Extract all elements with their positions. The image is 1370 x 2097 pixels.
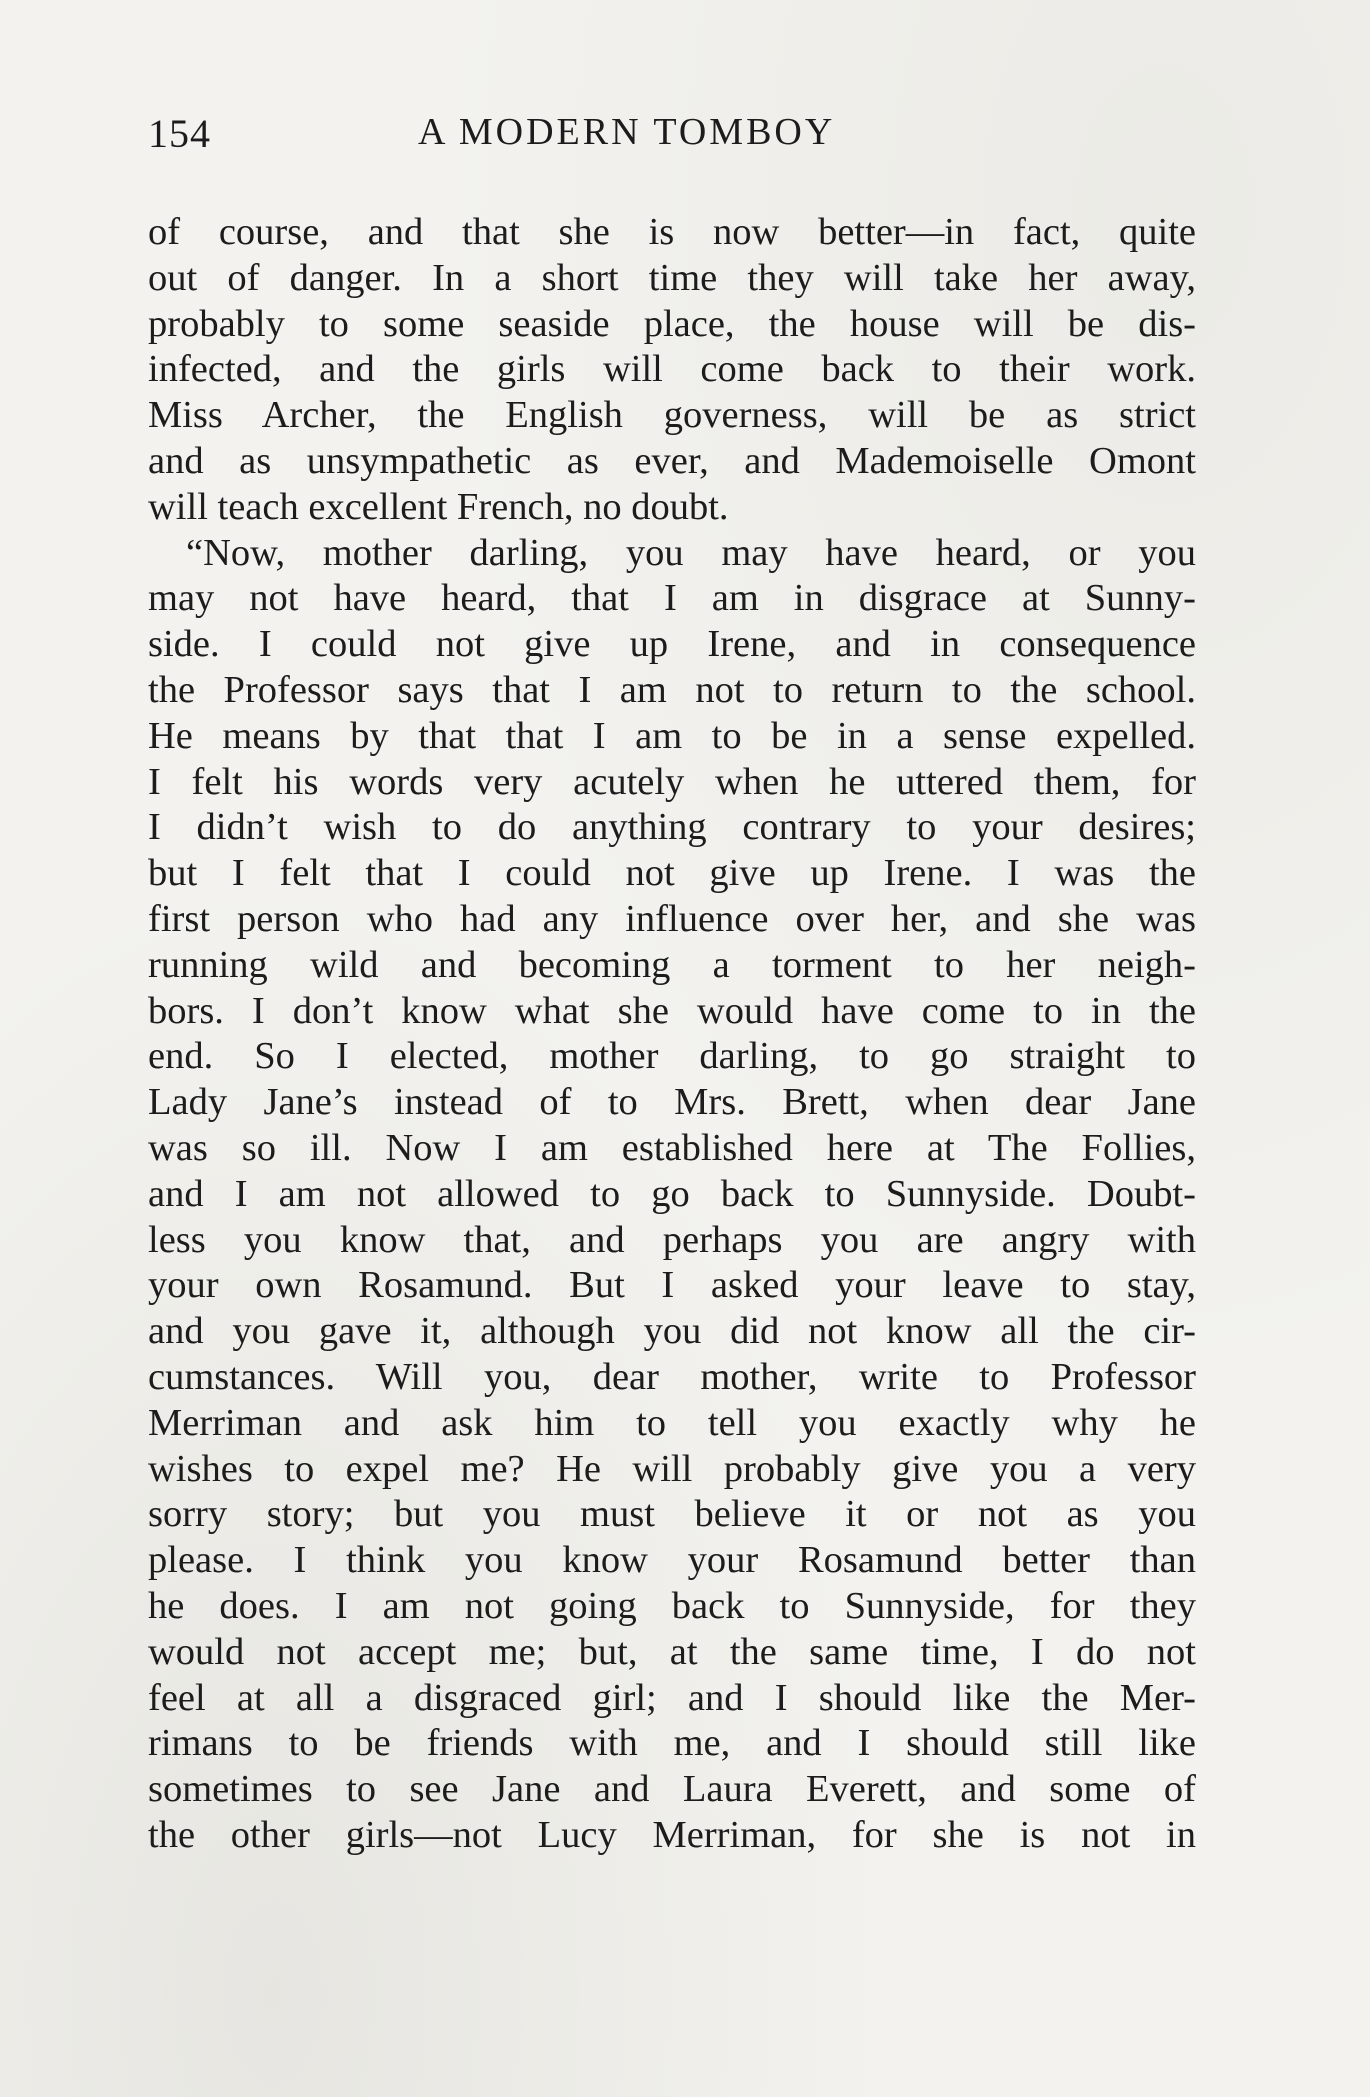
- text-line: wishes to expel me? He will probably give you a very: [148, 1447, 1196, 1490]
- text-line: Lady Jane’s instead of to Mrs. Brett, when dear Jane: [148, 1081, 1196, 1124]
- text-line: probably to some seaside place, the house will be dis-: [148, 302, 1196, 345]
- text-line: running wild and becoming a torment to her neigh-: [148, 943, 1196, 986]
- text-line: may not have heard, that I am in disgrace at Sunny-: [148, 577, 1196, 620]
- text-line: sometimes to see Jane and Laura Everett, and some of: [148, 1768, 1196, 1811]
- page-number: 154: [148, 111, 211, 156]
- text-line: but I felt that I could not give up Irene. I was the: [148, 852, 1196, 895]
- text-line: Miss Archer, the English governess, will be as strict: [148, 394, 1196, 437]
- text-line: I felt his words very acutely when he uttered them, for: [148, 760, 1196, 803]
- text-line: would not accept me; but, at the same time, I do not: [148, 1630, 1196, 1673]
- text-line: and you gave it, although you did not know all the cir-: [148, 1310, 1196, 1353]
- text-line: out of danger. In a short time they will take her away,: [148, 256, 1196, 299]
- text-line: infected, and the girls will come back to their work.: [148, 348, 1196, 391]
- text-line: feel at all a disgraced girl; and I should like the Mer-: [148, 1676, 1196, 1719]
- text-line: rimans to be friends with me, and I should still like: [148, 1722, 1196, 1765]
- body-text: [148, 210, 1196, 1859]
- text-line: and as unsympathetic as ever, and Mademoiselle Omont: [148, 439, 1196, 482]
- text-line: of course, and that she is now better—in fact, quite: [148, 211, 1196, 253]
- text-line: “Now, mother darling, you may have heard, or you: [186, 531, 1196, 574]
- text-line: side. I could not give up Irene, and in consequence: [148, 623, 1196, 666]
- text-line: and I am not allowed to go back to Sunnyside. Doubt-: [148, 1172, 1196, 1215]
- text-line: he does. I am not going back to Sunnyside, for they: [148, 1584, 1196, 1627]
- text-line: cumstances. Will you, dear mother, write to Professor: [148, 1355, 1196, 1398]
- text-line: first person who had any influence over her, and she was: [148, 897, 1196, 940]
- text-line: He means by that that I am to be in a sense expelled.: [148, 714, 1196, 757]
- text-line: will teach excellent French, no doubt.: [148, 485, 729, 528]
- text-line: Merriman and ask him to tell you exactly why he: [148, 1401, 1196, 1444]
- text-line: less you know that, and perhaps you are angry with: [148, 1218, 1196, 1261]
- text-line: end. So I elected, mother darling, to go straight to: [148, 1035, 1196, 1078]
- text-line: please. I think you know your Rosamund better than: [148, 1539, 1196, 1582]
- text-line: the other girls—not Lucy Merriman, for she is not in: [148, 1813, 1196, 1856]
- text-line: bors. I don’t know what she would have come to in the: [148, 989, 1196, 1032]
- text-line: sorry story; but you must believe it or not as you: [148, 1493, 1196, 1536]
- text-line: was so ill. Now I am established here at The Follies,: [148, 1126, 1196, 1169]
- text-line: I didn’t wish to do anything contrary to your desires;: [148, 806, 1196, 849]
- book-title: A MODERN TOMBOY: [418, 111, 836, 153]
- running-head: [148, 110, 1198, 170]
- text-line: your own Rosamund. But I asked your leave to stay,: [148, 1264, 1196, 1307]
- text-line: the Professor says that I am not to return to the school.: [148, 668, 1196, 711]
